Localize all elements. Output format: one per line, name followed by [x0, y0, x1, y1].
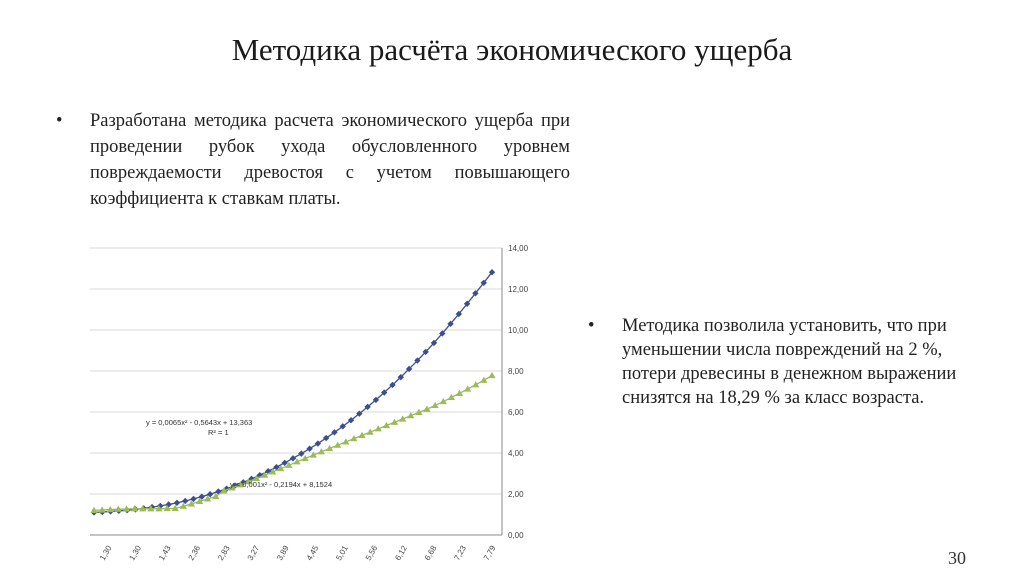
y-tick-label: 6,00 [508, 408, 524, 417]
x-tick-label: 7,79 [481, 544, 498, 562]
data-point [472, 381, 479, 387]
bullet-2-text: Методика позволила установить, что при уменьшении числа повреждений на 2 %, потери древесины в денежном выражении снизятся на 18,29 % за класс возраста. [622, 316, 957, 408]
bullet-text-1 [56, 108, 570, 212]
x-tick-label: 3,89 [275, 544, 291, 562]
x-tick-label: 2,36 [186, 544, 203, 562]
y-tick-label: 14,00 [508, 244, 529, 253]
data-point [174, 500, 180, 506]
data-point [456, 390, 463, 396]
data-point [440, 398, 447, 404]
data-point [480, 377, 487, 383]
series-line-1 [94, 272, 492, 512]
y-tick-label: 2,00 [508, 490, 524, 499]
x-tick-label: 2,83 [216, 544, 232, 562]
data-point [298, 450, 304, 456]
y-tick-label: 10,00 [508, 326, 529, 335]
bullet-text-2 [588, 314, 992, 410]
data-point [282, 460, 288, 466]
y-tick-label: 0,00 [508, 531, 524, 540]
x-tick-label: 1,30 [97, 544, 114, 562]
trendline-equation: y = 0,001x² - 0,2194x + 8,1524 [230, 480, 333, 489]
x-tick-label: 7,23 [452, 544, 468, 562]
x-tick-label: 4,45 [304, 544, 321, 562]
x-tick-label: 1,43 [157, 544, 173, 562]
x-tick-label: 1,30 [127, 544, 144, 562]
data-point [306, 445, 312, 451]
bullet-dot-2: • [588, 316, 595, 336]
x-tick-label: 6,68 [422, 544, 439, 562]
data-point [182, 498, 188, 504]
x-tick-label: 5,01 [334, 544, 350, 562]
x-tick-label: 3,27 [245, 544, 262, 562]
x-tick-label: 6,12 [393, 544, 409, 562]
slide-number: 30 [948, 548, 966, 568]
y-tick-label: 8,00 [508, 367, 524, 376]
slide-title: Методика расчёта экономического ущерба [231, 32, 793, 67]
bullet-dot-1: • [56, 111, 63, 131]
data-point [290, 455, 296, 461]
damage-chart [84, 238, 544, 568]
data-point [448, 394, 455, 400]
bullet-1-text: Разработана методика расчета экономического ущерба при проведении рубок ухода обусловленного уровнем повреждаемости древостоя с учетом повышающего коэффициента к ставкам платы. [90, 111, 570, 209]
trendline-equation: R² = 1 [208, 428, 229, 437]
series-line-2 [94, 376, 492, 511]
data-point [464, 385, 471, 391]
x-tick-label: 5,56 [363, 544, 380, 562]
data-point [488, 372, 495, 378]
y-tick-label: 12,00 [508, 285, 529, 294]
trendline-equation: y = 0,0065x² - 0,5643x + 13,363 [146, 418, 253, 427]
y-tick-label: 4,00 [508, 449, 524, 458]
